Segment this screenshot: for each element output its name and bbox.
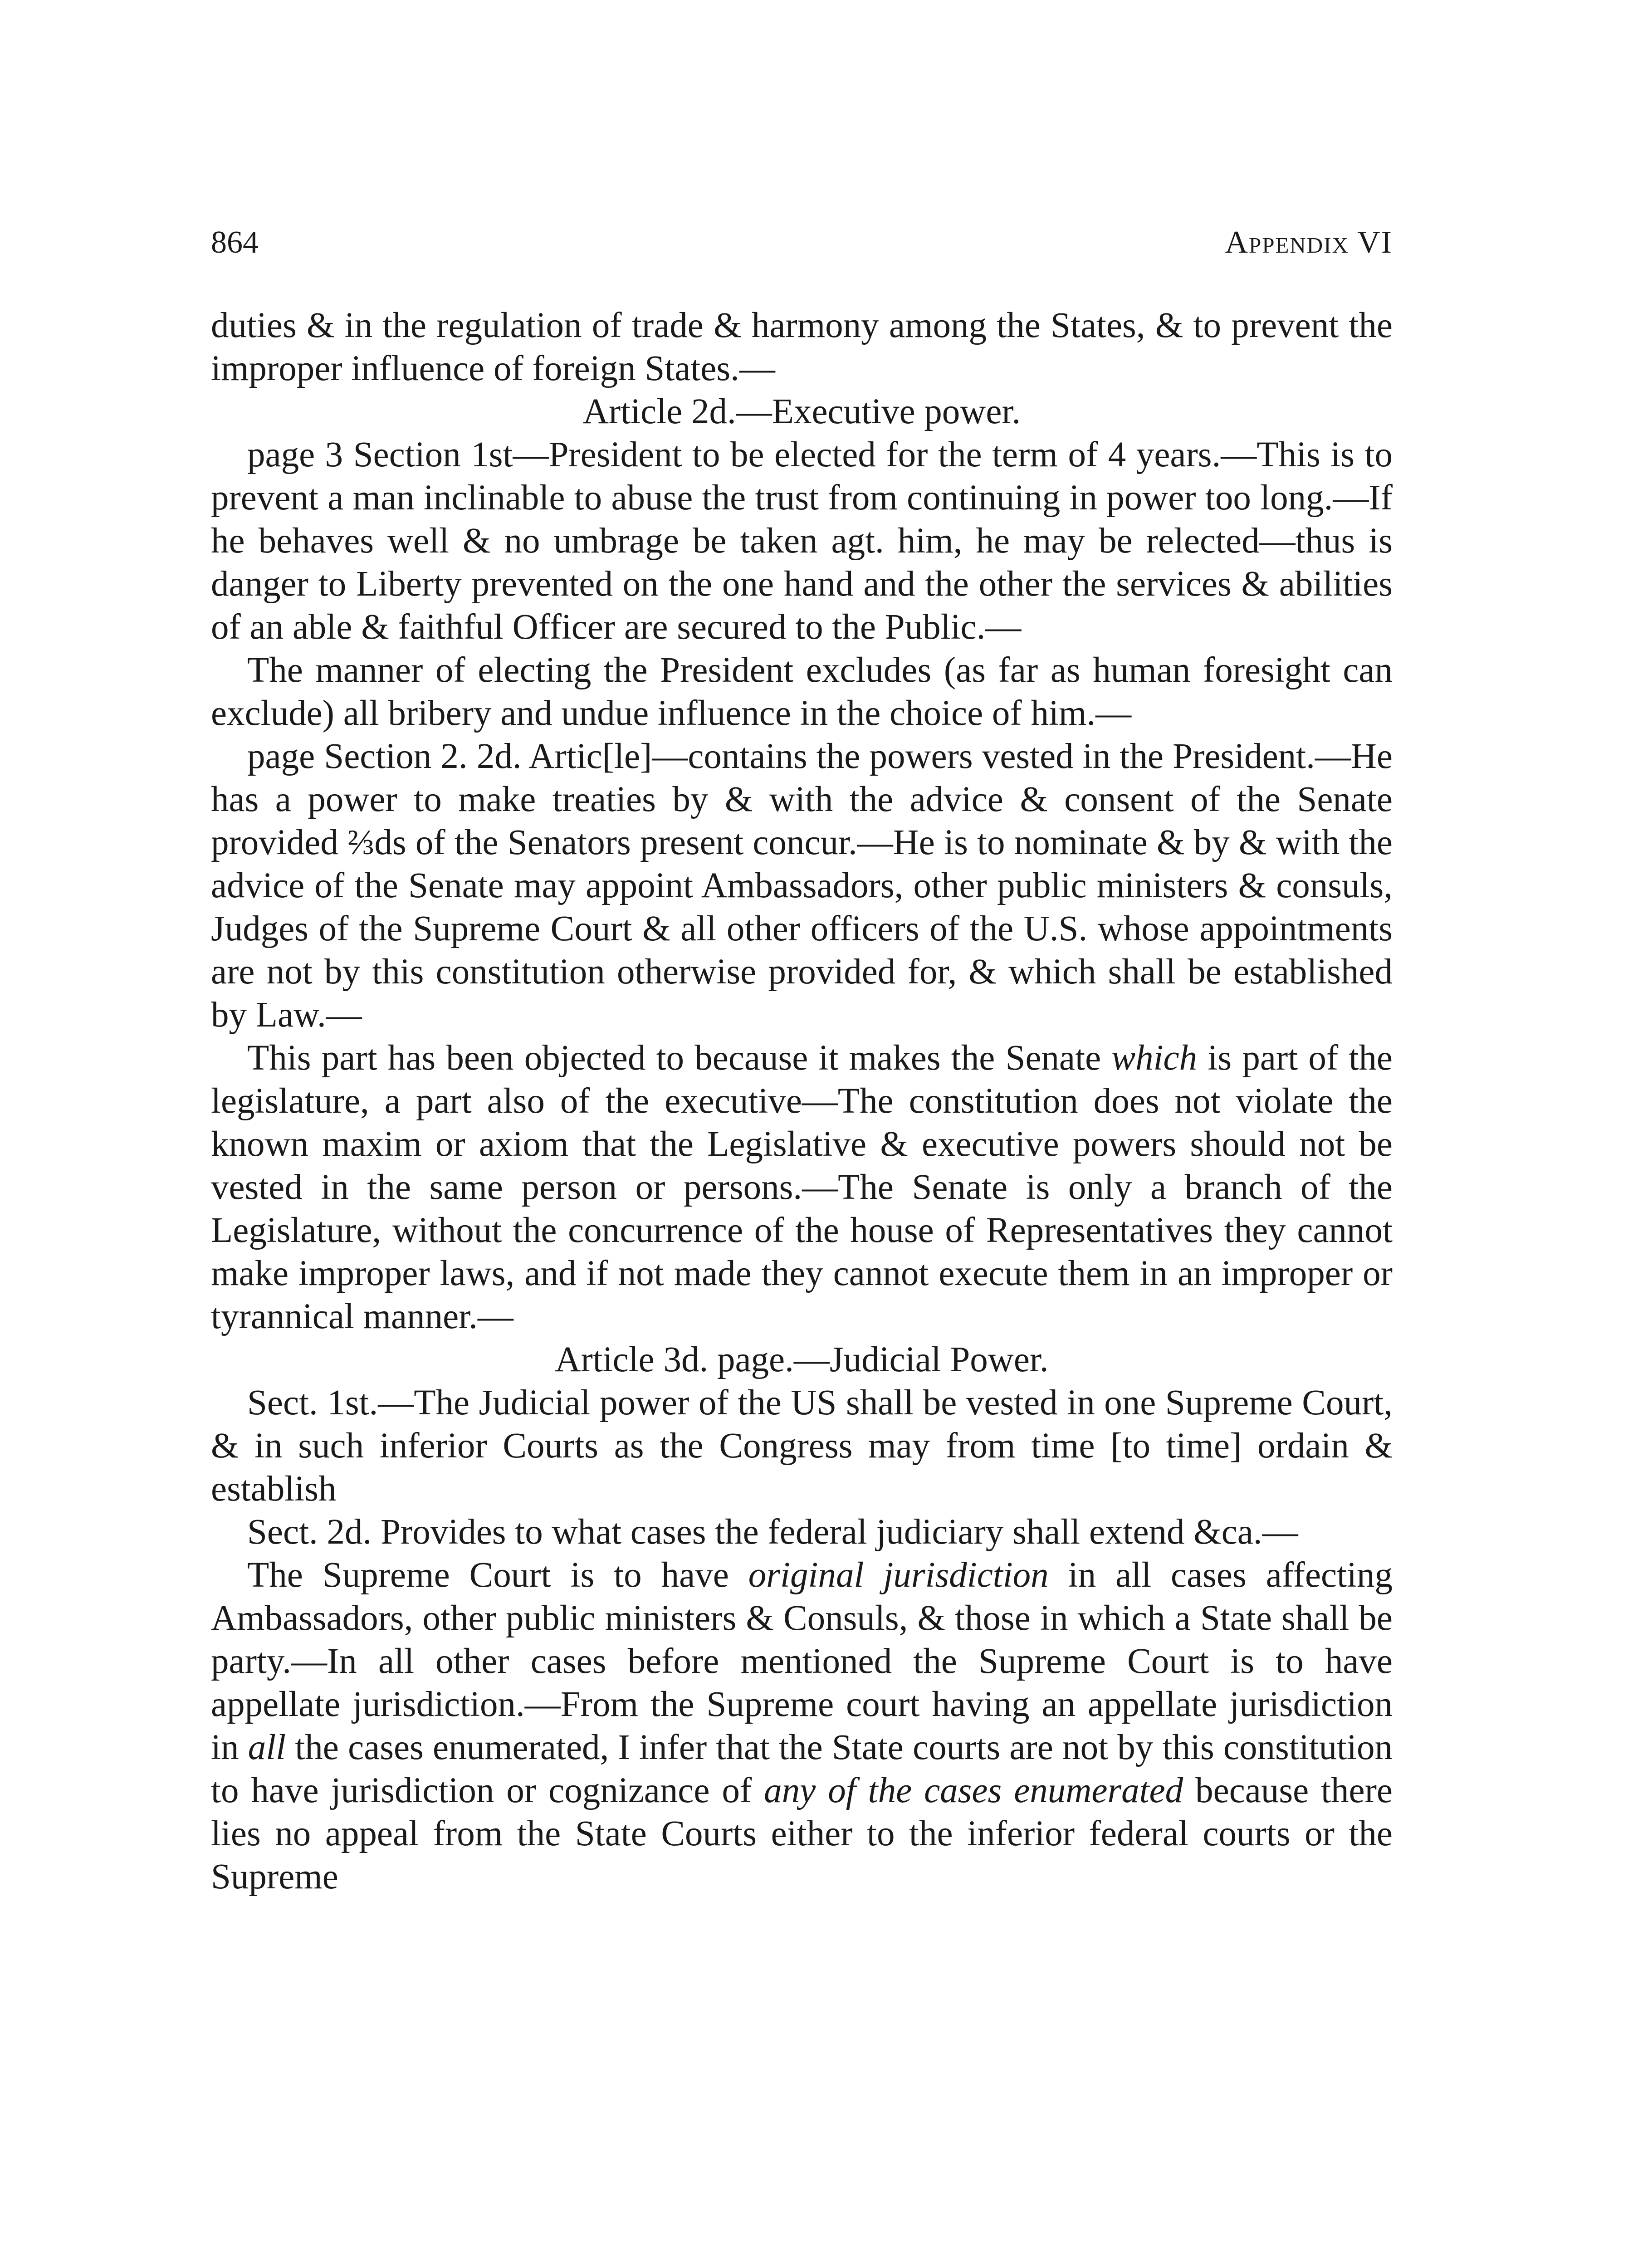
paragraph-senate-objection: This part has been objected to because it makes the Senate which is part of the legislature, a part also of the executive—The constitution does not violate the known maxim or axiom that the Legislative & executive powers should not be vested in the same person or persons.—The Senate is only a branch of the Legislature, without the concurrence of the house of Representatives they cannot make improper laws, and if not made they cannot execute them in an improper or tyrannical manner.— xyxy=(211,1038,1393,1336)
italic-phrase: any of the cases enumerated xyxy=(764,1771,1183,1810)
paragraph-electing-president: The manner of electing the President excludes (as far as human foresight can exclude) all bribery and undue influence in the choice of him.— xyxy=(211,650,1393,733)
paragraph-section-2: Sect. 2d. Provides to what cases the federal judiciary shall extend &ca.— xyxy=(247,1512,1298,1552)
paragraph-president-term: page 3 Section 1st—President to be elected for the term of 4 years.—This is to prevent a man inclinable to abuse the trust from continuing in power too long.—If he behaves well & no umbrage be taken agt. him, he may be relected—thus is danger to Liberty prevented on the one hand and the other the services & abilities of an able & faithful Officer are secured to the Public.— xyxy=(211,435,1393,647)
italic-word: which xyxy=(1111,1038,1198,1078)
paragraph-supreme-court: The Supreme Court is to have original jurisdiction in all cases affecting Ambassadors, other public ministers & Consuls, & those in which a State shall be party.—In all other cases before mentioned the Supreme Court is to have appellate jurisdiction.—From the Supreme court having an appellate jurisdiction in all the cases enumerated, I infer that the State courts are not by this constitution to have jurisdiction or cognizance of any of the cases enumerated because there lies no appeal from the State Courts either to the inferior federal courts or the Supreme xyxy=(211,1555,1393,1897)
document-page xyxy=(211,218,1393,2259)
italic-word: all xyxy=(248,1728,286,1767)
paragraph-president-powers: page Section 2. 2d. Artic[le]—contains the powers vested in the President.—He has a power to make treaties by & with the advice & consent of the Senate provided ⅔ds of the Senators present concur.—He is to nominate & by & with the advice of the Senate may appoint Ambassadors, other public ministers & consuls, Judges of the Supreme Court & all other officers of the U.S. whose appointments are not by this constitution otherwise provided for, & which shall be established by Law.— xyxy=(211,737,1393,1035)
article-3-heading: Article 3d. page.—Judicial Power. xyxy=(555,1340,1049,1379)
running-head xyxy=(211,218,1393,268)
paragraph-section-1: Sect. 1st.—The Judicial power of the US shall be vested in one Supreme Court, & in such inferior Courts as the Congress may from time [to time] ordain & establish xyxy=(211,1383,1393,1509)
page-number: 864 xyxy=(211,225,259,260)
body-text xyxy=(211,304,1393,1898)
italic-phrase: original jurisdiction xyxy=(748,1555,1049,1595)
article-2-heading: Article 2d.—Executive power. xyxy=(582,392,1021,431)
running-title: Appendix VI xyxy=(1225,225,1393,260)
paragraph-continuation: duties & in the regulation of trade & harmony among the States, & to prevent the improper influence of foreign States.— xyxy=(211,306,1393,388)
